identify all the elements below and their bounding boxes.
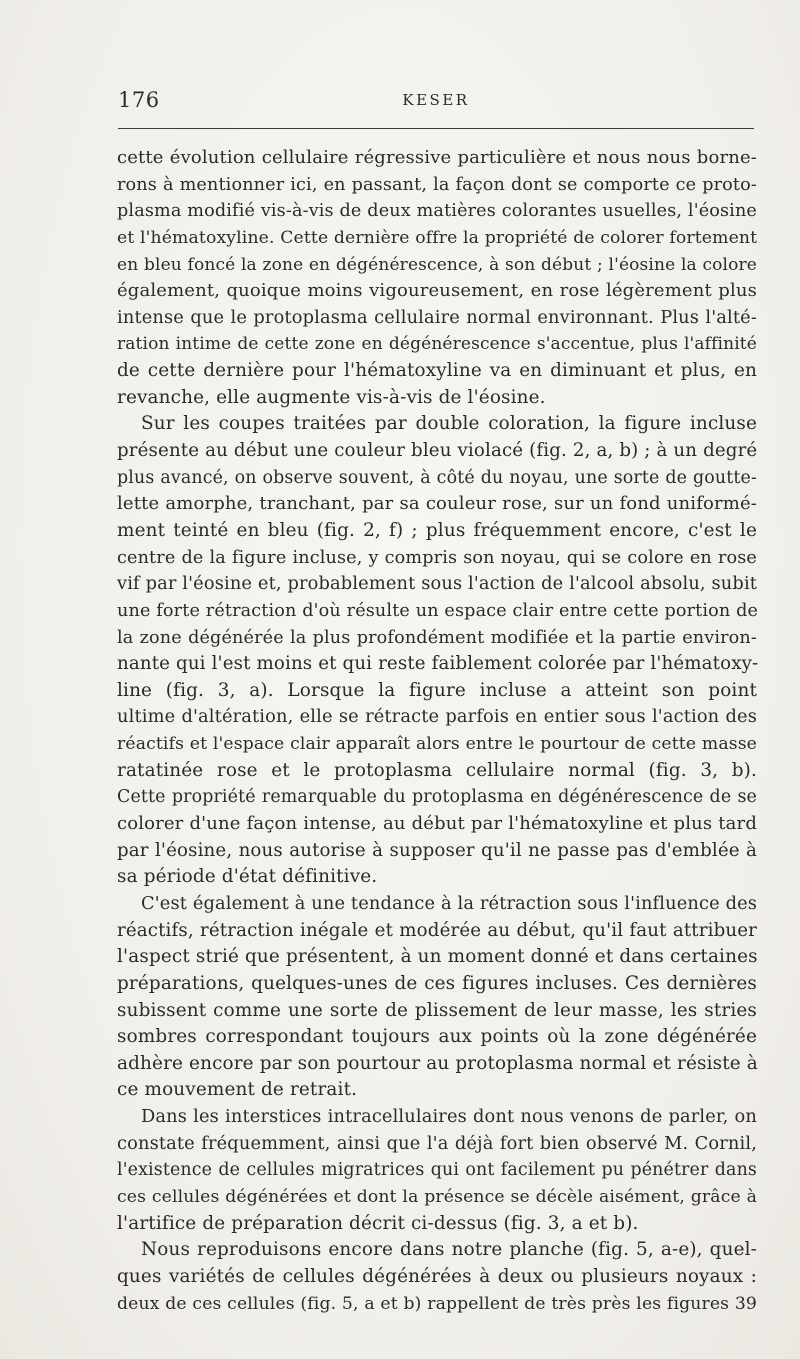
text-line: réactifs et l'espace clair apparaît alors entre le pourtour de cette masse [117, 734, 757, 755]
text-line: cette évolution cellulaire régressive particulière et nous nous borne- [117, 147, 757, 168]
text-line: colorer d'une façon intense, au début par l'hématoxyline et plus tard [117, 813, 757, 835]
text-line: préparations, quelques-unes de ces figures incluses. Ces dernières [117, 972, 757, 994]
text-line: nante qui l'est moins et qui reste faiblement colorée par l'hématoxy- [117, 653, 759, 675]
text-line: l'existence de cellules migratrices qui ont facilement pu pénétrer dans [117, 1160, 757, 1181]
text-line: sombres correspondant toujours aux points où la zone dégénérée [117, 1026, 757, 1048]
text-line: intense que le protoplasma cellulaire normal environnant. Plus l'alté- [117, 306, 757, 328]
header-rule [118, 128, 754, 129]
paragraph-start-line: Nous reproduisons encore dans notre planche (fig. 5, a-e), quel- [141, 1239, 757, 1261]
body-text [117, 145, 757, 1317]
running-head: KESER [402, 91, 470, 109]
text-line: Cette propriété remarquable du protoplasma en dégénérescence de se [117, 787, 757, 808]
text-line: plus avancé, on observe souvent, à côté du noyau, une sorte de goutte- [117, 467, 757, 488]
text-line: ultime d'altération, elle se rétracte parfois en entier sous l'action des [117, 706, 757, 728]
text-line: vif par l'éosine et, probablement sous l'action de l'alcool absolu, subit [117, 573, 758, 595]
text-line: ment teinté en bleu (fig. 2, f) ; plus fréquemment encore, c'est le [117, 519, 757, 541]
text-line: la zone dégénérée la plus profondément modifiée et la partie environ- [117, 627, 757, 648]
text-line: l'artifice de préparation décrit ci-dessus (fig. 3, a et b). [117, 1212, 639, 1234]
text-line: rons à mentionner ici, en passant, la façon dont se comporte ce proto- [117, 174, 757, 195]
text-line: ques variétés de cellules dégénérées à deux ou plusieurs noyaux : [117, 1265, 757, 1287]
text-line: une forte rétraction d'où résulte un espace clair entre cette portion de [117, 600, 759, 621]
paragraph-start-line: C'est également à une tendance à la rétraction sous l'influence des [141, 892, 758, 914]
text-line: l'aspect strié que présentent, à un moment donné et dans certaines [117, 946, 758, 968]
page-header [118, 88, 754, 118]
text-line: adhère encore par son pourtour au protoplasma normal et résiste à [117, 1052, 758, 1074]
text-line: centre de la figure incluse, y compris son noyau, qui se colore en rose [117, 547, 757, 568]
text-line: et l'hématoxyline. Cette dernière offre la propriété de colorer fortement [117, 227, 758, 248]
text-line: par l'éosine, nous autorise à supposer qu'il ne passe pas d'emblée à [117, 839, 757, 861]
text-line: subissent comme une sorte de plissement de leur masse, les stries [117, 999, 757, 1021]
text-line: ces cellules dégénérées et dont la présence se décèle aisément, grâce à [117, 1186, 757, 1207]
paragraph-start-line: Dans les interstices intracellulaires dont nous venons de parler, on [141, 1106, 757, 1128]
text-line: ratatinée rose et le protoplasma cellulaire normal (fig. 3, b). [117, 759, 757, 781]
text-line: sa période d'état définitive. [117, 866, 378, 888]
text-line: plasma modifié vis-à-vis de deux matières colorantes usuelles, l'éosine [117, 201, 757, 222]
text-line: ration intime de cette zone en dégénérescence s'accentue, plus l'affinité [117, 334, 757, 355]
text-line: lette amorphe, tranchant, par sa couleur rose, sur un fond uniformé- [117, 493, 757, 515]
paragraph-start-line: Sur les coupes traitées par double coloration, la figure incluse [141, 413, 757, 435]
text-line: en bleu foncé la zone en dégénérescence, à son début ; l'éosine la colore [117, 254, 757, 275]
text-line: également, quoique moins vigoureusement, en rose légèrement plus [117, 280, 757, 302]
text-line: réactifs, rétraction inégale et modérée au début, qu'il faut attribuer [117, 919, 757, 941]
text-line: deux de ces cellules (fig. 5, a et b) rappellent de très près les figures 39 [117, 1293, 757, 1314]
text-line: constate fréquemment, ainsi que l'a déjà fort bien observé M. Cornil, [117, 1132, 757, 1154]
text-line: line (fig. 3, a). Lorsque la figure incluse a atteint son point [117, 679, 757, 701]
text-line: revanche, elle augmente vis-à-vis de l'éosine. [117, 386, 546, 408]
text-line: de cette dernière pour l'hématoxyline va en diminuant et plus, en [117, 360, 757, 382]
text-line: ce mouvement de retrait. [117, 1079, 358, 1101]
page-number: 176 [118, 88, 160, 112]
text-line: présente au début une couleur bleu violacé (fig. 2, a, b) ; à un degré [117, 440, 758, 462]
